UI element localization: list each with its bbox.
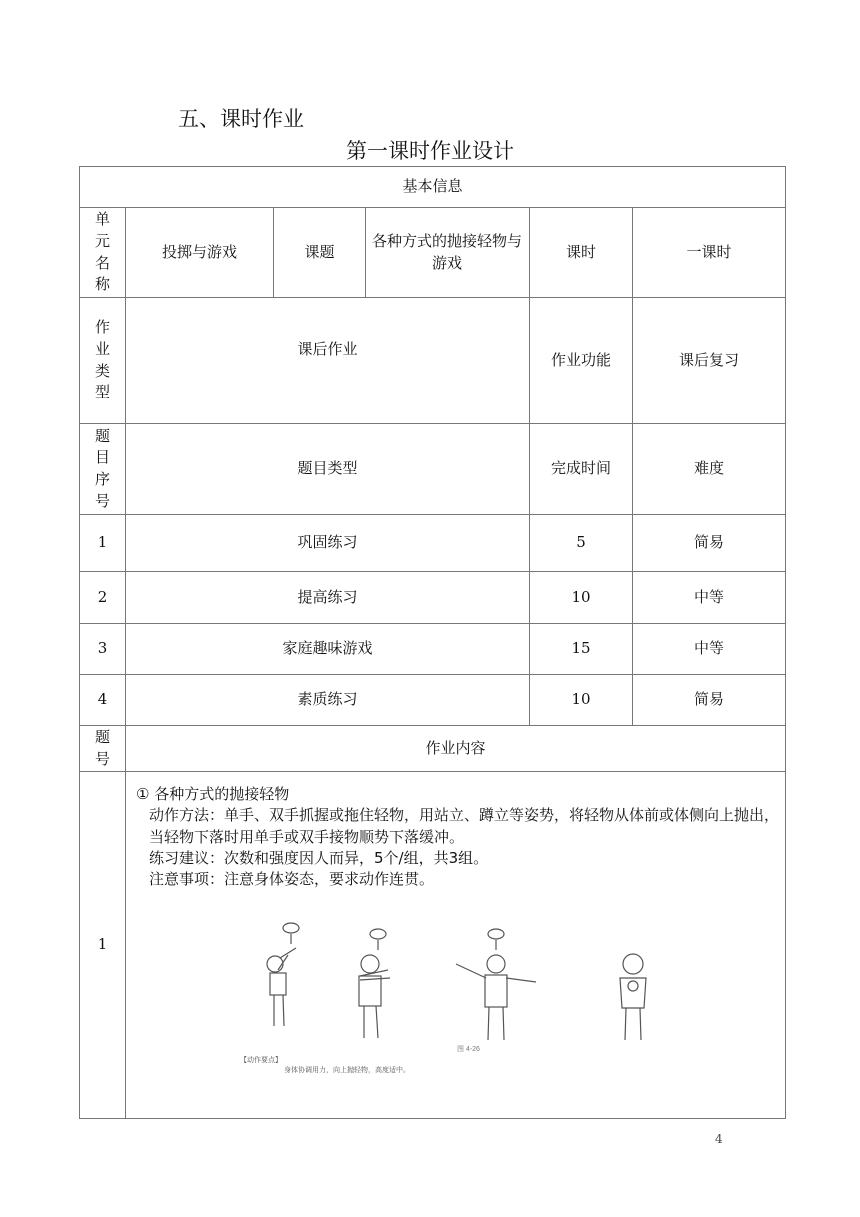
unit-name-label: 单 元 名 称 xyxy=(94,210,110,294)
unit-name-value: 投掷与游戏 xyxy=(161,242,237,261)
exercise-difficulty: 中等 xyxy=(693,639,724,658)
exercise-no: 2 xyxy=(97,587,108,606)
period-label: 课时 xyxy=(565,242,596,261)
table-line xyxy=(79,771,786,772)
exercise-difficulty: 中等 xyxy=(693,587,724,606)
page-number: 4 xyxy=(715,1132,723,1146)
exercise-type: 提高练习 xyxy=(297,587,358,606)
column-header-difficulty: 难度 xyxy=(693,459,724,478)
table-border-right xyxy=(785,166,786,1119)
attention-note: 注意事项：注意身体姿态，要求动作连贯。 xyxy=(149,870,435,889)
column-header-type: 题目类型 xyxy=(297,459,358,478)
exercise-no: 1 xyxy=(97,533,108,552)
figure-standing-boy xyxy=(608,950,658,1042)
action-method: 动作方法：单手、双手抓握或拖住轻物，用站立、蹲立等姿势，将轻物从体前或体侧向上抛出，当轻物下落时用单手或双手接物顺势下落缓冲。 xyxy=(149,806,780,846)
table-border-bottom xyxy=(79,1118,786,1119)
basic-info-header: 基本信息 xyxy=(402,177,463,196)
figure-caption: 图 4-26 xyxy=(457,1046,480,1053)
homework-type-label: 作 业 类 型 xyxy=(94,318,110,402)
topic-label: 课题 xyxy=(304,242,335,261)
exercise-heading: ① 各种方式的抛接轻物 xyxy=(136,785,290,803)
exercise-time: 10 xyxy=(571,690,591,709)
figure-box-title: 【动作要点】 xyxy=(240,1057,282,1064)
exercise-time: 10 xyxy=(571,587,591,606)
exercise-type: 家庭趣味游戏 xyxy=(282,639,373,658)
exercise-time: 5 xyxy=(576,533,586,552)
exercise-type: 素质练习 xyxy=(297,690,358,709)
question-number-label: 题 目 序 号 xyxy=(94,426,110,510)
homework-function-value: 课后复习 xyxy=(678,350,739,369)
exercise-time: 15 xyxy=(571,639,591,658)
exercise-no: 3 xyxy=(97,639,108,658)
content-question-number-label: 题 号 xyxy=(94,727,110,768)
doc-title: 第一课时作业设计 xyxy=(346,139,514,163)
figure-box-text: 身体协调用力，向上抛轻物，高度适中。 xyxy=(284,1067,410,1074)
exercise-difficulty: 简易 xyxy=(693,690,724,709)
content-row-no: 1 xyxy=(97,935,108,954)
column-header-time: 完成时间 xyxy=(550,459,611,478)
homework-type-value: 课后作业 xyxy=(297,340,358,359)
period-value: 一课时 xyxy=(686,242,732,261)
content-header-title: 作业内容 xyxy=(425,738,486,757)
section-heading: 五、课时作业 xyxy=(178,107,304,131)
exercise-type: 巩固练习 xyxy=(297,533,358,552)
practice-suggestion: 练习建议：次数和强度因人而异，5个/组，共3组。 xyxy=(149,848,489,867)
table-line xyxy=(365,207,366,297)
topic-value: 各种方式的抛接轻物与游戏 xyxy=(372,231,523,272)
throwing-catching-illustration xyxy=(238,920,538,1090)
homework-content xyxy=(136,784,781,890)
exercise-difficulty: 简易 xyxy=(693,533,724,552)
exercise-no: 4 xyxy=(97,690,108,709)
homework-function-label: 作业功能 xyxy=(550,350,611,369)
